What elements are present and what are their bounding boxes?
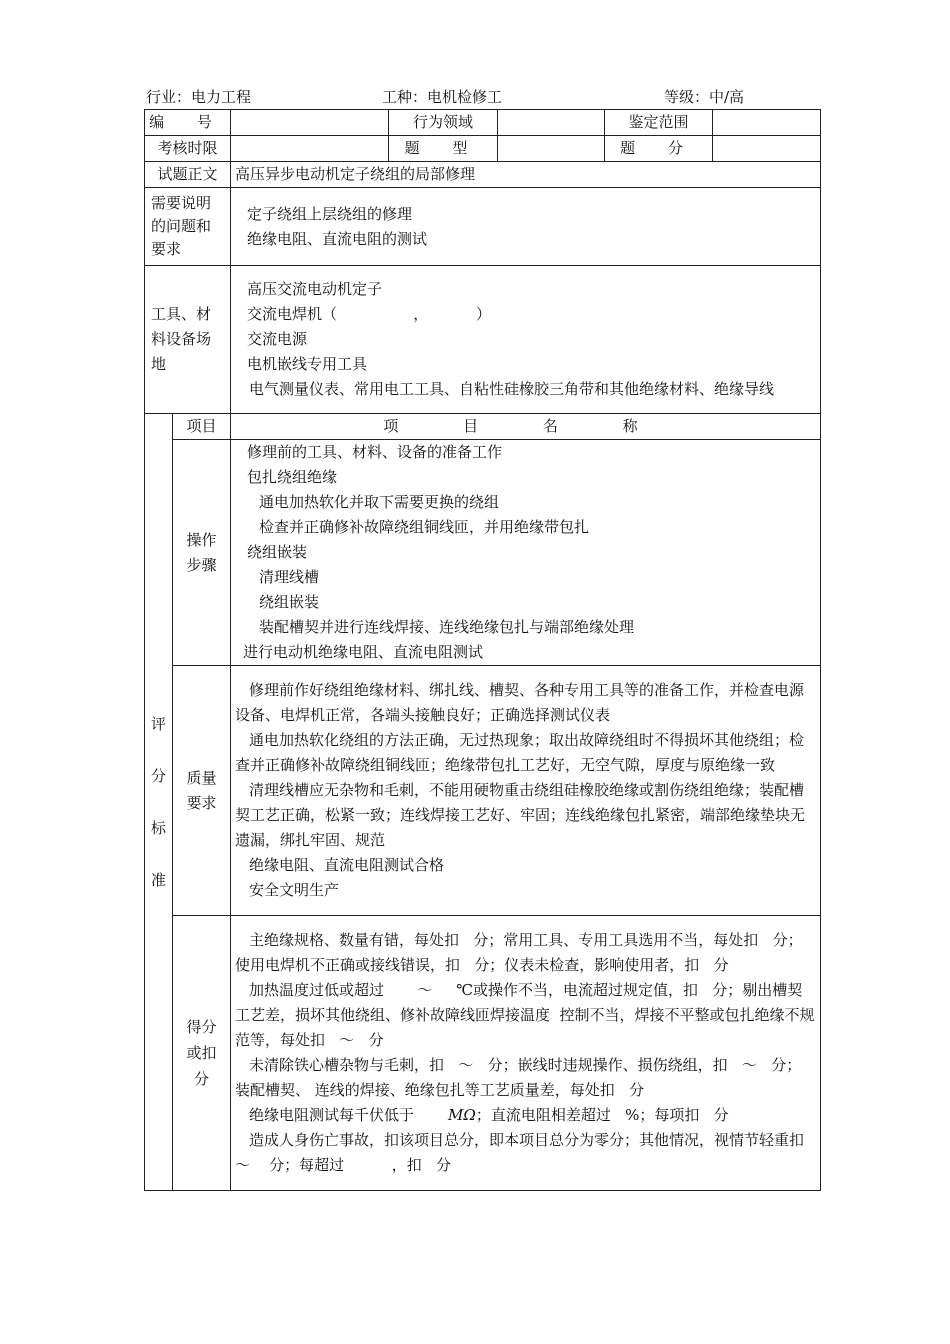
level-label: 等级：中/高 — [664, 88, 745, 106]
requirements-label: 需要说明的问题和要求 — [145, 188, 231, 266]
assessment-form-table — [144, 109, 821, 1191]
behavior-label: 行为领域 — [389, 110, 498, 136]
step-line: 修理前的工具、材料、设备的准备工作 — [247, 443, 503, 461]
tools-label: 工具、材料设备场地 — [145, 266, 231, 414]
quality-content — [231, 666, 821, 916]
industry-label: 行业：电力工程 — [146, 88, 252, 106]
tools-content — [231, 266, 821, 414]
quality-paragraph: 修理前作好绕组绝缘材料、绑扎线、槽契、各种专用工具等的准备工作，并检查电源设备、电焊机正常，各端头接触良好；正确选择测试仪表 — [235, 681, 805, 724]
number-label: 编 号 — [145, 110, 231, 136]
score-value — [713, 136, 821, 162]
steps-label: 操作步骤 — [173, 440, 231, 666]
quality-label: 质量要求 — [173, 666, 231, 916]
document-header — [146, 86, 820, 108]
quality-paragraph: 安全文明生产 — [249, 881, 340, 899]
tool-line: 高压交流电动机定子 — [247, 280, 383, 298]
type-label: 题 型 — [389, 136, 498, 162]
requirement-line: 定子绕组上层绕组的修理 — [247, 204, 413, 223]
step-line: 检查并正确修补故障绕组铜线匝，并用绝缘带包扎 — [259, 518, 590, 536]
step-line: 绕组嵌装 — [259, 593, 320, 611]
deduction-paragraph: 主绝缘规格、数量有错，每处扣 分；常用工具、专用工具选用不当，每处扣 分；使用电焊机不正确或接线错误，扣 分；仪表未检查，影响使用者，扣 分 — [235, 931, 803, 974]
requirement-line: 绝缘电阻、直流电阻的测试 — [247, 229, 428, 248]
name-header: 项 目 名 称 — [231, 414, 821, 440]
tool-line: 交流电源 — [247, 330, 308, 348]
scope-label: 鉴定范围 — [605, 110, 713, 136]
quality-paragraph: 通电加热软化绕组的方法正确，无过热现象；取出故障绕组时不得损坏其他绕组；检查并正确修补故障绕组铜线匝；绝缘带包扎工艺好，无空气隙，厚度与原绝缘一致 — [235, 731, 805, 774]
megaohm-unit: MΩ — [448, 1106, 476, 1124]
tool-line: 电气测量仪表、常用电工工具、自粘性硅橡胶三角带和其他绝缘材料、绝缘导线 — [249, 380, 775, 398]
item-header: 项目 — [173, 414, 231, 440]
scoring-label-char: 标 — [150, 819, 166, 837]
subject-text: 高压异步电动机定子绕组的局部修理 — [231, 162, 821, 188]
type-value — [498, 136, 605, 162]
tools-row — [145, 266, 821, 414]
subject-row — [145, 162, 821, 188]
scoring-label-char: 评 — [150, 715, 166, 733]
time-value — [231, 136, 389, 162]
scope-value — [713, 110, 821, 136]
scoring-header-row — [145, 414, 821, 440]
trade-label: 工种：电机检修工 — [382, 88, 503, 106]
info-row-2 — [145, 136, 821, 162]
deduction-paragraph: 造成人身伤亡事故，扣该项目总分，即本项目总分为零分；其他情况，视情节轻重扣 ～ 分；每超过 ，扣 分 — [235, 1131, 819, 1174]
subject-label: 试题正文 — [145, 162, 231, 188]
step-line: 装配槽契并进行连线焊接、连线绝缘包扎与端部绝缘处理 — [259, 618, 635, 636]
scoring-label-char: 分 — [150, 767, 166, 785]
deduction-paragraph: 加热温度过低或超过 ～ ℃或操作不当，电流超过规定值，扣 分；剔出槽契工艺差，损坏其他绕组、修补故障线匝焊接温度 控制不当，焊接不平整或包扎绝缘不规范等，每处扣 ～ 分 — [235, 981, 815, 1049]
info-row-1 — [145, 110, 821, 136]
step-line: 绕组嵌装 — [247, 543, 308, 561]
deduction-row — [145, 916, 821, 1191]
behavior-value — [498, 110, 605, 136]
requirements-content — [231, 188, 821, 266]
quality-row — [145, 666, 821, 916]
tool-line: 电机嵌线专用工具 — [247, 355, 368, 373]
step-line: 通电加热软化并取下需要更换的绕组 — [259, 493, 500, 511]
scoring-label — [145, 414, 173, 1191]
tool-line: 交流电焊机（ ， ） — [247, 305, 491, 323]
step-line: 包扎绕组绝缘 — [247, 468, 338, 486]
deduction-paragraph: 未清除铁心槽杂物与毛刺，扣 ～ 分；嵌线时违规操作、损伤绕组，扣 ～ 分；装配槽契、 连线的焊接、绝缘包扎等工艺质量差，每处扣 分 — [235, 1056, 802, 1099]
quality-paragraph: 清理线槽应无杂物和毛刺，不能用硬物重击绕组硅橡胶绝缘或割伤绕组绝缘；装配槽契工艺正确，松紧一致；连线焊接工艺好、牢固；连线绝缘包扎紧密，端部绝缘垫块无遗漏，绑扎牢固、规范 — [235, 781, 806, 849]
score-label: 题 分 — [605, 136, 713, 162]
steps-content — [231, 440, 821, 666]
deduction-paragraph: 绝缘电阻测试每千伏低于 MΩ；直流电阻相差超过 %；每项扣 分 — [249, 1106, 729, 1124]
step-line: 清理线槽 — [259, 568, 320, 586]
steps-row — [145, 440, 821, 666]
number-value — [231, 110, 389, 136]
deduction-content — [231, 916, 821, 1191]
scoring-label-char: 准 — [150, 871, 166, 889]
requirements-row — [145, 188, 821, 266]
step-line: 进行电动机绝缘电阻、直流电阻测试 — [243, 643, 484, 661]
deduction-label: 得分或扣分 — [173, 916, 231, 1191]
time-label: 考核时限 — [145, 136, 231, 162]
quality-paragraph: 绝缘电阻、直流电阻测试合格 — [249, 856, 445, 874]
